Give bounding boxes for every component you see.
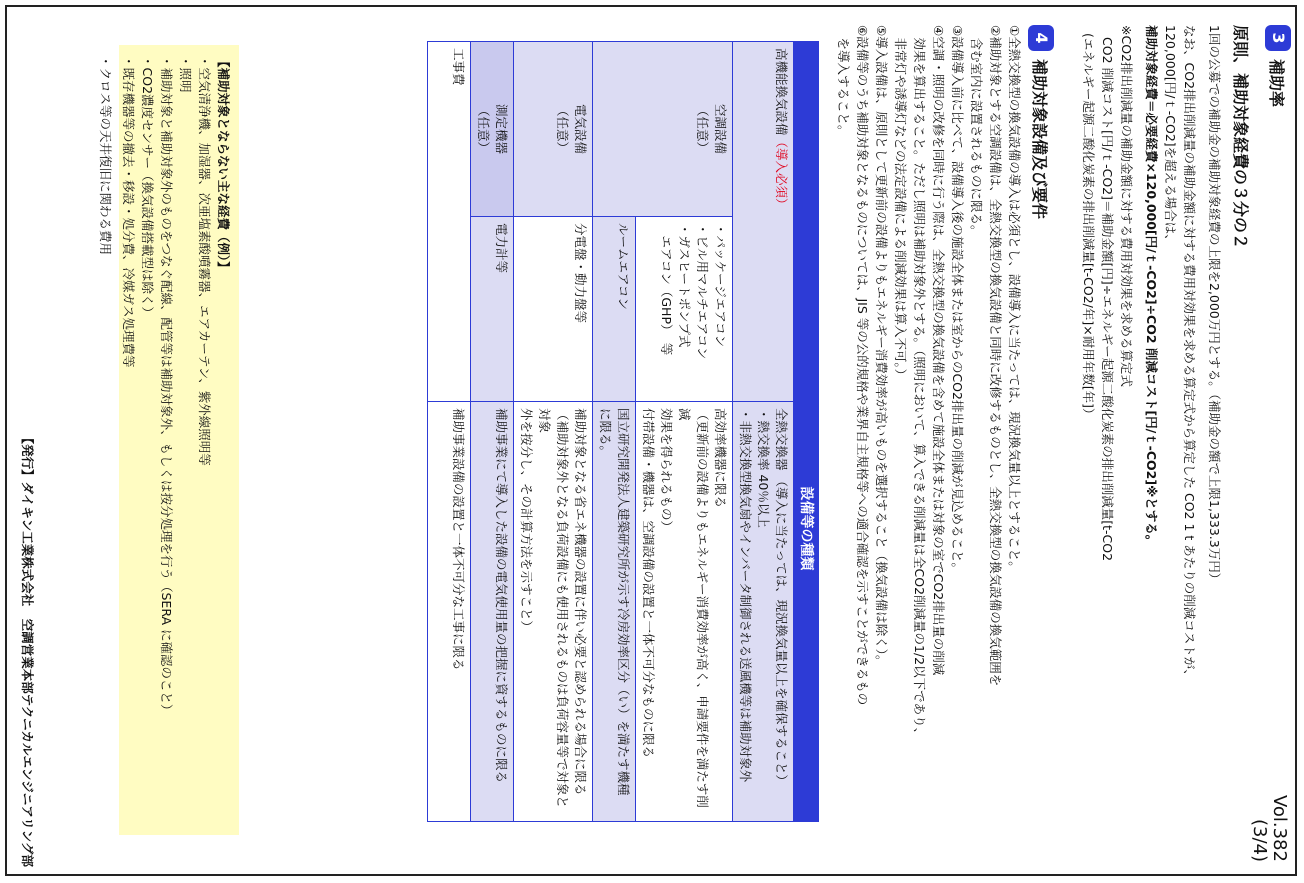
ventilation-category — [733, 42, 794, 402]
requirement-item: 含む室内に設置されるものに限る。 — [969, 25, 984, 238]
section-4 — [834, 25, 1054, 855]
section-3 — [1079, 25, 1291, 745]
requirement-item: 非常灯や誘導灯などの法定設備による削減効果は算入不可。） — [893, 25, 908, 382]
requirement-item: を導入すること。 — [836, 25, 851, 138]
table-header: 設備等の種類 — [794, 42, 819, 822]
section-4-badge: 4 — [1028, 25, 1054, 51]
electrical-name: 分電盤・動力盤等 — [514, 217, 593, 402]
category-name: 空調設備 — [713, 103, 728, 154]
equipment-name: ・パッケージエアコン — [713, 223, 728, 348]
publisher-footer: 【発行】ダイキン工業株式会社 空調営業本部テクニカルエンジニアリング部 — [20, 431, 35, 867]
desc-line: （更新前の設備よりもエネルギー消費効率が高く、申請要件を満たす削減 — [677, 408, 710, 808]
ventilation-description — [733, 402, 794, 822]
requirement-item: ⑤導入設備は、原則として更新前の設備よりもエネルギー消費効率が高いものを選択すること（換気設備は除く）。 — [874, 25, 889, 668]
measurement-name: 電力計等 — [471, 217, 514, 402]
equipment-name: ・ビル用マルチエアコン — [695, 223, 710, 360]
requirement-item: ③設備導入前に比べて、設備導入後の施設全体または室からのCO2排出量の削減が見込めること。 — [950, 25, 965, 575]
equipment-table — [427, 41, 819, 822]
excluded-item: ・CO2濃度センサー（換気設備搭載型は除く） — [140, 55, 155, 320]
section-3-note-3: (エネルギー起源二酸化炭素の排出削減量[t-CO2/年]×耐用年数[年]） — [1081, 33, 1096, 421]
room-aircon-description — [593, 402, 636, 822]
aircon-package-description — [636, 402, 733, 822]
desc-line: 補助事業設備の設置と一体不可分な工事に限る — [451, 408, 466, 671]
requirement-item: 効果を算出すること。ただし照明は補助対象外とする。（照明において、算入できる削減量は全CO2削減量の1/2以下であり、 — [912, 25, 927, 741]
section-3-title: 補助率 — [1267, 59, 1287, 108]
electrical-category — [514, 42, 593, 217]
desc-line: 付帯設備・機器は、空調設備の設置と一体不可分なものに限る — [641, 408, 656, 759]
desc-line: 効果を得られるもの） — [659, 408, 674, 534]
electrical-description — [514, 402, 593, 822]
excluded-item: ・補助対象と補助対象外のものをつなぐ配線、配管等は補助対象外、もしくは按分処理を行う（SERA に確認のこと） — [159, 55, 174, 717]
section-4-title: 補助対象設備及び要件 — [1030, 59, 1050, 220]
category-name: 電気設備 — [573, 103, 588, 154]
section-3-note-2: CO2 削減コスト[円/ｔ-CO2]＝補助金額[円]÷エネルギー起源二酸化炭素の排出削減量[t-CO2 — [1100, 37, 1115, 562]
volume-number: Vol.382 — [1269, 794, 1290, 862]
desc-line: 補助対象となる省エネ機器の設置に伴い必要と認められる場合に限る — [573, 408, 588, 796]
desc-line: に限る。 — [598, 408, 613, 459]
category-optional: （任意） — [476, 103, 491, 154]
category-name: 測定機器 — [494, 103, 509, 154]
table-row — [428, 42, 471, 822]
aircon-category — [593, 42, 733, 217]
desc-line: 全熱交換器 （導入に当たっては、現況換気量以上を確保すること） — [774, 408, 789, 787]
desc-line: ・熱交換率 40％以上 — [756, 408, 771, 528]
section-3-note-1: ※CO2排出削減量の補助金額に対する費用対効果を求める算定式 — [1119, 25, 1134, 387]
equipment-name: ・ガスヒートポンプ式 — [677, 223, 692, 348]
desc-line: 補助事業にて導入した設備の電気使用量の把握に資するものに限る — [494, 408, 509, 784]
equipment-name: ルームエアコン — [616, 223, 631, 310]
table-header-row — [794, 42, 819, 822]
desc-line: 国立研究開発法人建築研究所が示す冷房効率区分（い）を満たす機種 — [616, 408, 631, 796]
measurement-description — [471, 402, 514, 822]
section-3-paragraph-1: 1回の公募での補助金の補助対象経費の上限を2,000万円とする。（補助金の額で上限1,333.3万円） — [1207, 25, 1222, 586]
page-number: (3/4) — [1249, 818, 1270, 862]
category-name: 高機能換気設備 — [774, 48, 789, 136]
page-frame — [5, 5, 1297, 876]
requirement-item: ②補助対象とする空調設備は、全熱交換型の換気設備と同時に改修するものとし、全熱交換型の換気設備の換気範囲を — [988, 25, 1003, 687]
requirement-item: ④空調・照明の改修を同時に行う際は、全熱交換型の換気設備を含めて施設全体または対象の室でCO2排出量の削減 — [931, 25, 946, 676]
rotated-page — [7, 7, 1299, 878]
table-row — [514, 42, 593, 822]
requirement-item: ①全熱交換型の換気設備の導入は必須とし、設備導入に当たっては、現況換気量以上とすること。 — [1007, 25, 1022, 574]
table-row — [636, 42, 733, 822]
equipment-name: エアコン（GHP） 等 — [659, 223, 674, 356]
desc-line: （補助対象外となる負荷設備にも使用されるものは負荷容量等で対象と対象 — [537, 408, 570, 809]
room-aircon-name — [593, 217, 636, 402]
desc-line: 外を按分し、その計算方法を示すこと） — [519, 408, 534, 634]
category-optional: （任意） — [695, 103, 710, 154]
desc-line: 高効率機器に限る — [713, 408, 728, 509]
excluded-item: ・空気清浄機、加湿器、次亜塩素酸噴霧器、エアカーテン、紫外線照明等 — [197, 55, 212, 466]
construction-category: 工事費 — [428, 42, 471, 402]
excluded-title: 【補助対象とならない主な経費（例）】 — [216, 55, 231, 274]
category-optional: （任意） — [555, 103, 570, 154]
measurement-category — [471, 42, 514, 217]
volume-label — [1249, 752, 1289, 862]
required-label: （導入必須） — [774, 135, 789, 211]
desc-line: ・非熱交換型換気扇やインバータ制御される送風機等は補助対象外 — [738, 408, 753, 783]
aircon-package-name — [636, 217, 733, 402]
excluded-expenses-box — [119, 45, 239, 835]
section-3-badge: 3 — [1265, 25, 1291, 51]
section-3-paragraph-3: 補助対象経費＝必要経費×120,000[円/ｔ-CO2]÷CO2 削減コスト[円/ｔ-CO2]※とする。 — [1144, 25, 1159, 548]
excluded-item: ・照明 — [178, 55, 193, 93]
section-3-subtitle: 原則、補助対象経費の３分の２ — [1231, 25, 1250, 250]
table-row — [471, 42, 514, 822]
requirement-item: ⑥設備等のうち補助対象となるものについては、JIS 等の公的規格や業界自主規格等への適合確認を示すことができるもの — [855, 25, 870, 706]
table-row — [733, 42, 794, 822]
section-3-paragraph-2: なお、CO2排出削減量の補助金額に対する費用対効果を求める算定式から算定した CO2 1 t あたりの削減コストが、120,000[円/ｔ-CO2]を超える場合は、 — [1163, 25, 1197, 682]
excluded-item: ・クロス等の天井復旧に関わる費用 — [98, 55, 113, 256]
excluded-item: ・既存機器等の撤去・移設・処分費、冷媒ガス処理費等 — [121, 55, 136, 368]
construction-description — [428, 402, 471, 822]
